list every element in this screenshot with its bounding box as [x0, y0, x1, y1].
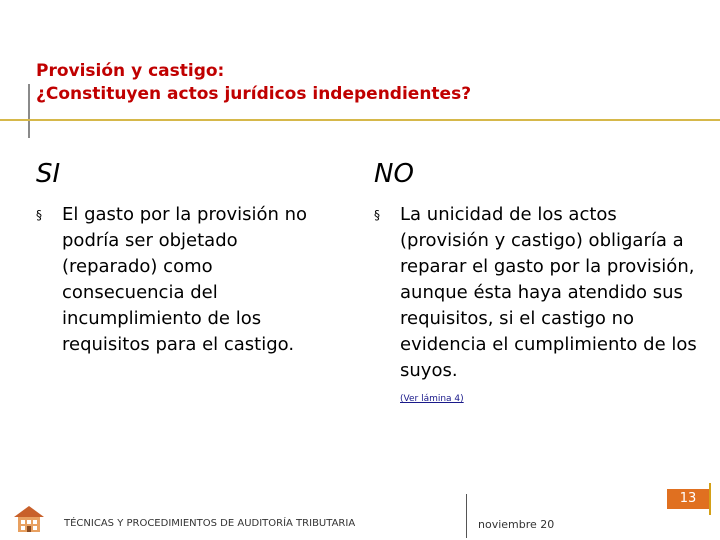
- title-line-2: ¿Constituyen actos jurídicos independientes?: [36, 84, 472, 104]
- footer-date: noviembre 20: [478, 518, 555, 531]
- title-line-1: Provisión y castigo:: [36, 61, 225, 81]
- title-divider: [0, 119, 720, 121]
- see-slide-4-link[interactable]: (Ver lámina 4): [400, 394, 464, 404]
- bullet-icon: §: [36, 208, 42, 222]
- column-si-heading: SI: [36, 159, 61, 189]
- column-si-text: El gasto por la provisión no podría ser objetado (reparado) como consecuencia del incumplimiento de los requisitos para el castigo.: [62, 204, 308, 355]
- page-number-badge: 13: [667, 489, 709, 509]
- footer-divider: [466, 494, 467, 538]
- column-no-text: La unicidad de los actos (provisión y castigo) obligaría a reparar el gasto por la provisión, aunque ésta haya atendido sus requisitos, si el castigo no evidencia el cumplimiento de los suyos.: [400, 204, 697, 381]
- footer-course-title: TÉCNICAS Y PROCEDIMIENTOS DE AUDITORÍA TRIBUTARIA: [64, 518, 356, 529]
- bullet-icon: §: [374, 208, 380, 222]
- column-si-body: [36, 202, 336, 358]
- slide-title: [36, 60, 636, 106]
- building-logo-icon: [12, 503, 46, 533]
- title-vertical-bar: [28, 84, 30, 138]
- column-no-heading: NO: [374, 159, 414, 189]
- column-no-body: [374, 202, 698, 384]
